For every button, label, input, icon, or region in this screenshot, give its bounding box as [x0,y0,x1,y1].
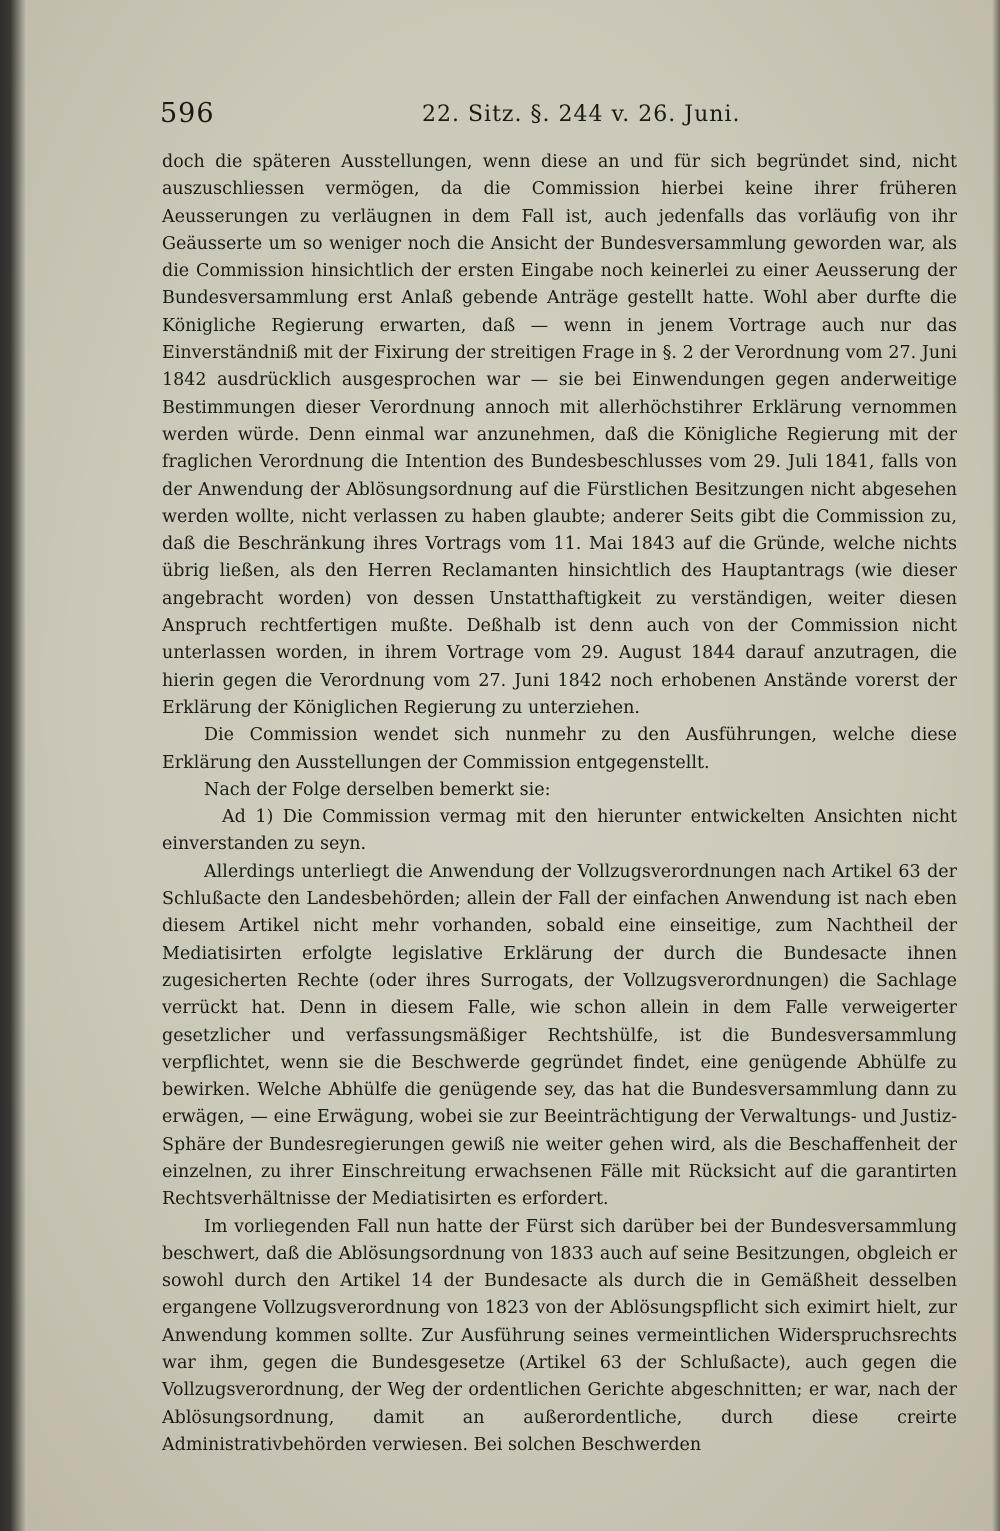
page-number: 596 [160,98,215,129]
paragraph-4: Ad 1) Die Commission vermag mit den hierunter entwickelten Ansichten nicht einverstanden zu seyn. [162,807,957,855]
paragraph-6: Im vorliegenden Fall nun hatte der Fürst sich darüber bei der Bundesversammlung beschwert, daß die Ablösungsordnung von 1833 auch auf seine Besitzungen, obgleich er sowohl durch den Artikel 14 der Bundesacte als durch die in Gemäßheit desselben ergangene Vollzugsverordnung von 1823 von der Ablösungspflicht sich eximirt hielt, zur Anwendung kommen sollte. Zur Ausführung seines vermeintlichen Widerspruchsrechts war ihm, gegen die Bundesgesetze (Artikel 63 der Schlußacte), auch gegen die Vollzugsverordnung, der Weg der ordentlichen Gerichte abgeschnitten; er war, nach der Ablösungsordnung, damit an außerordentliche, durch diese creirte Administrativbehörden verwiesen. Bei solchen Beschwerden [162,1216,957,1455]
running-head: 22. Sitz. §. 244 v. 26. Juni. [422,102,741,127]
page-header [160,98,960,138]
page-edge-shadow [992,0,1000,1531]
paragraph-2: Die Commission wendet sich nunmehr zu den Ausführungen, welche diese Erklärung den Ausstellungen der Commission entgegenstellt. [162,725,957,773]
body-text [162,149,957,1459]
paragraph-5: Allerdings unterliegt die Anwendung der Vollzugsverordnungen nach Artikel 63 der Schlußacte den Landesbehörden; allein der Fall der einfachen Anwendung ist nach eben diesem Artikel nicht mehr vorhanden, sobald eine einseitige, zum Nachtheil der Mediatisirten erfolgte legislative Erklärung der durch die Bundesacte ihnen zugesicherten Rechte (oder ihres Surrogats, der Vollzugsverordnungen) die Sachlage verrückt hat. Denn in diesem Falle, wie schon allein in dem Falle verweigerter gesetzlicher und verfassungsmäßiger Rechtshülfe, ist die Bundesversammlung verpflichtet, wenn sie die Beschwerde gegründet findet, eine genügende Abhülfe zu bewirken. Welche Abhülfe die genügende sey, das hat die Bundesversammlung dann zu erwägen, — eine Erwägung, wobei sie zur Beeinträchtigung der Verwaltungs- und Justiz-Sphäre der Bundesregierungen gewiß nie weiter gehen wird, als die Beschaffenheit der einzelnen, zu ihrer Einschreitung erwachsenen Fälle mit Rücksicht auf die garantirten Rechtsverhältnisse der Mediatisirten es erfordert. [162,861,957,1210]
paragraph-1: doch die späteren Ausstellungen, wenn diese an und für sich begründet sind, nicht auszuschliessen vermögen, da die Commission hierbei keine ihrer früheren Aeusserungen zu verläugnen in dem Fall ist, auch jedenfalls das vorläufig von ihr Geäusserte um so weniger noch die Ansicht der Bundesversammlung geworden war, als die Commission hinsichtlich der ersten Eingabe noch keinerlei zu einer Aeusserung der Bundesversammlung erst Anlaß gebende Anträge gestellt hatte. Wohl aber durfte die Königliche Regierung erwarten, daß — wenn in jenem Vortrage auch nur das Einverständniß mit der Fixirung der streitigen Frage in §. 2 der Verordnung vom 27. Juni 1842 ausdrücklich ausgesprochen war — sie bei Einwendungen gegen anderweitige Bestimmungen dieser Verordnung annoch mit allerhöchstihrer Erklärung vernommen werden würde. Denn einmal war anzunehmen, daß die Königliche Regierung mit der fraglichen Verordnung die Intention des Bundesbeschlusses vom 29. Juli 1841, falls von der Anwendung der Ablösungsordnung auf die Fürstlichen Besitzungen nicht abgesehen werden wollte, nicht verlassen zu haben glaubte; anderer Seits gibt die Commission zu, daß die Beschränkung ihres Vortrags vom 11. Mai 1843 auf die Gründe, welche nichts übrig ließen, als den Herren Reclamanten hinsichtlich des Hauptantrags (wie dieser angebracht worden) von dessen Unstatthaftigkeit zu verständigen, weiter diesen Anspruch rechtfertigen mußte. Deßhalb ist denn auch von der Commission nicht unterlassen worden, in ihrem Vortrage vom 29. August 1844 darauf anzutragen, die hierin gegen die Verordnung vom 27. Juni 1842 noch erhobenen Anstände vorerst der Erklärung der Königlichen Regierung zu unterziehen. [162,152,957,718]
paragraph-3: Nach der Folge derselben bemerkt sie: [204,779,551,800]
page-binding-shadow [0,0,26,1531]
